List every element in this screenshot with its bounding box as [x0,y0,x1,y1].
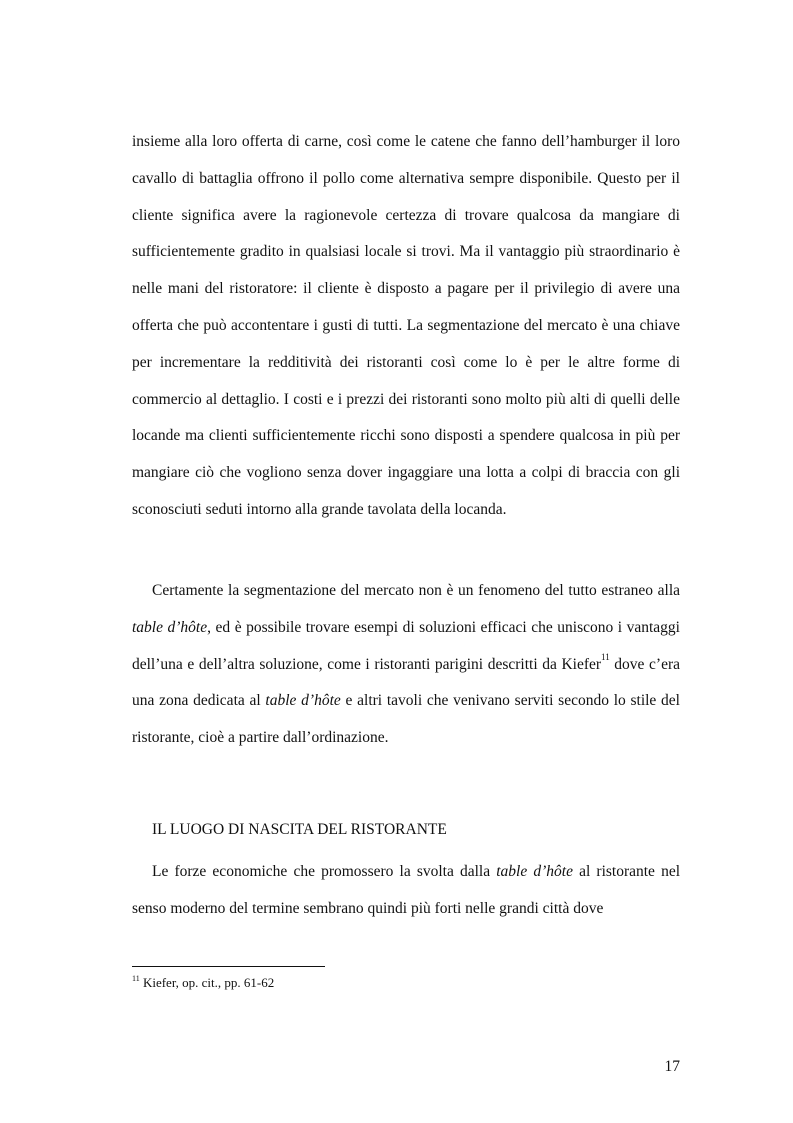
page-number: 17 [664,1058,680,1075]
paragraph-3-italic-term: table d’hôte [496,863,573,880]
paragraph-2-italic-term-1: table d’hôte [132,618,208,636]
footnote-reference: 11 [601,652,610,663]
footnote [132,974,274,992]
body-paragraph-1: insieme alla loro offerta di carne, così come le catene che fanno dell’hamburger il loro cavallo di battaglia offrono il pollo come alternativa sempre disponibile. Questo per il cliente significa avere la ragionevole certezza di trovare qualcosa da mangiare di sufficientemente gradito in qualsiasi locale si trovi. Ma il vantaggio più straordinario è nelle mani del ristoratore: il cliente è disposto a pagare per il privilegio di avere una offerta che può accontentare i gusti di tutti. La segmentazione del mercato è una chiave per incrementare la redditività dei ristoranti così come lo è per le altre forme di commercio al dettaglio. I costi e i prezzi dei ristoranti sono molto più alti di quelli delle locande ma clienti sufficientemente ricchi sono disposti a spendere qualcosa in più per mangiare ciò che vogliono senza dover ingaggiare una lotta a colpi di braccia con gli sconosciuti seduti intorno alla grande tavolata della locanda. [132,133,680,518]
section-heading: IL LUOGO DI NASCITA DEL RISTORANTE [152,821,447,838]
body-paragraph-2 [132,573,680,757]
footnote-text: Kiefer, op. cit., pp. 61-62 [139,975,275,990]
paragraph-3-text-1: Le forze economiche che promossero la svolta dalla [152,863,497,880]
paragraph-2-text-3: dove c’era una zona dedicata al [132,655,680,710]
paragraph-2-text-4: e altri tavoli che venivano serviti secondo lo stile del ristorante, cioè a partire dall’ordinazione. [132,692,680,747]
footnote-divider [132,966,325,967]
paragraph-2-text-1: Certamente la segmentazione del mercato non è un fenomeno del tutto estraneo alla [152,582,680,599]
paragraph-3-text-2: al ristorante nel senso moderno del termine sembrano quindi più forti nelle grandi città dove [132,863,681,917]
footnote-number: 11 [132,973,140,983]
paragraph-2-text-2: , ed è possibile trovare esempi di soluzioni efficaci che uniscono i vantaggi dell’una e dell’altra soluzione, come i ristoranti parigini descritti da Kiefer [132,618,680,673]
body-paragraph-3 [132,854,680,928]
paragraph-2-italic-term-2: table d’hôte [265,692,341,710]
